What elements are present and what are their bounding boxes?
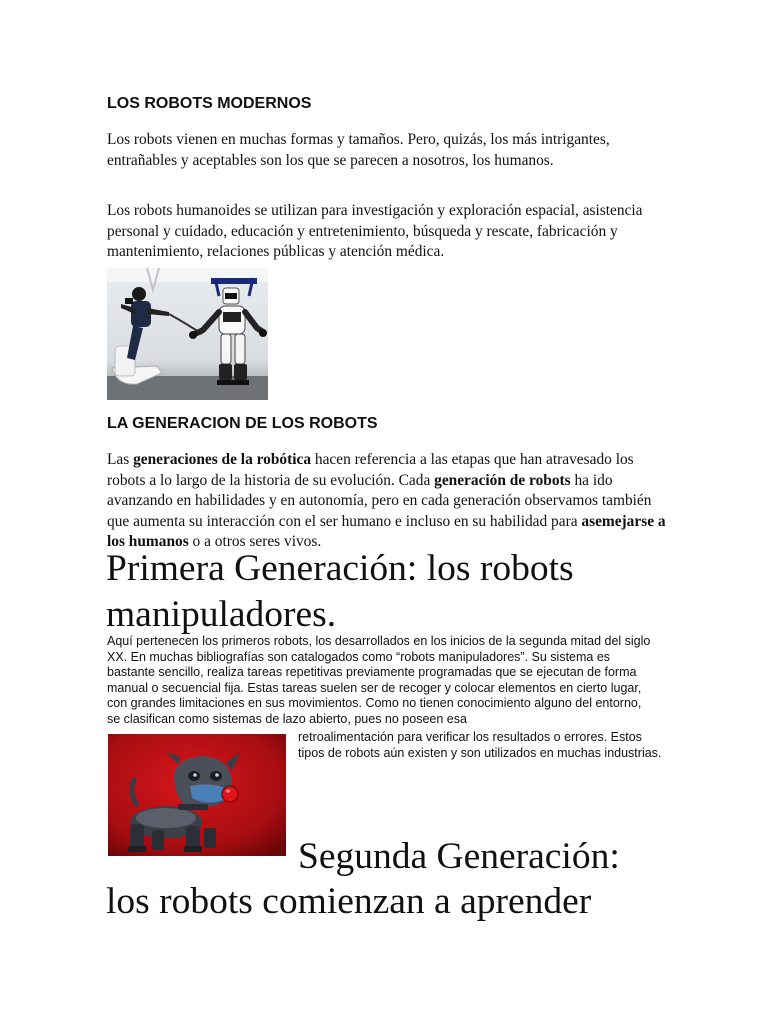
generations-bold-2: generación de robots bbox=[434, 471, 571, 489]
robot-dog-photo bbox=[108, 734, 286, 856]
title-first-generation-line1: Primera Generación: los robots bbox=[106, 548, 574, 589]
generations-bold-1: generaciones de la robótica bbox=[133, 451, 312, 468]
paragraph-humanoid-uses: Los robots humanoides se utilizan para investigación y exploración espacial, asistencia personal y cuidado, educación y entretenimiento, búsqueda y rescate, fabricación y mantenimiento, relaciones públicas y atención médica. bbox=[107, 202, 643, 260]
humanoid-robot-photo bbox=[107, 268, 268, 400]
paragraph-first-generation-continued: retroalimentación para verificar los resultados o errores. Estos tipos de robots aún existen y son utilizados en muchas industrias. bbox=[298, 730, 662, 760]
paragraph-generations bbox=[107, 450, 667, 553]
generations-text-2: hacen referencia a las etapas que han atravesado los robots a lo largo de la historia de su evolución. Cada bbox=[107, 451, 634, 489]
heading-robot-generation: LA GENERACION DE LOS ROBOTS bbox=[107, 415, 378, 432]
heading-modern-robots: LOS ROBOTS MODERNOS bbox=[107, 95, 312, 112]
paragraph-robots-shapes: Los robots vienen en muchas formas y tamaños. Pero, quizás, los más intrigantes, entrañables y aceptables son los que se parecen a nosotros, los humanos. bbox=[107, 131, 610, 169]
generations-text-4: o a otros seres vivos. bbox=[188, 533, 322, 550]
generations-bold-3: asemejarse a los humanos bbox=[107, 512, 666, 550]
title-second-generation-line2: los robots comienzan a aprender bbox=[106, 881, 592, 922]
title-second-generation-line1: Segunda Generación: bbox=[298, 836, 620, 877]
paragraph-first-generation: Aquí pertenecen los primeros robots, los desarrollados en los inicios de la segunda mitad del siglo XX. En muchas bibliografías son catalogados como “robots manipuladores”. Su sistema es bastante sencillo, realiza tareas repetitivas previamente programadas que se ejecutan de forma manual o secuencial fija. Estas tareas suelen ser de recoger y colocar elementos en cierto lugar, con grandes limitaciones en sus movimientos. Como no tienen conocimiento alguno del entorno, se clasifican como sistemas de lazo abierto, pues no poseen esa bbox=[107, 634, 651, 726]
humanoid-robot-illustration bbox=[107, 268, 268, 400]
generations-text-1: Las bbox=[107, 451, 134, 468]
title-first-generation-line2: manipuladores. bbox=[106, 594, 337, 635]
robot-dog-illustration bbox=[108, 734, 286, 856]
generations-text-3: ha ido avanzando en habilidades y en autonomía, pero en cada generación observamos también que aumenta su interacción con el ser humano e incluso en su habilidad para bbox=[107, 471, 652, 530]
